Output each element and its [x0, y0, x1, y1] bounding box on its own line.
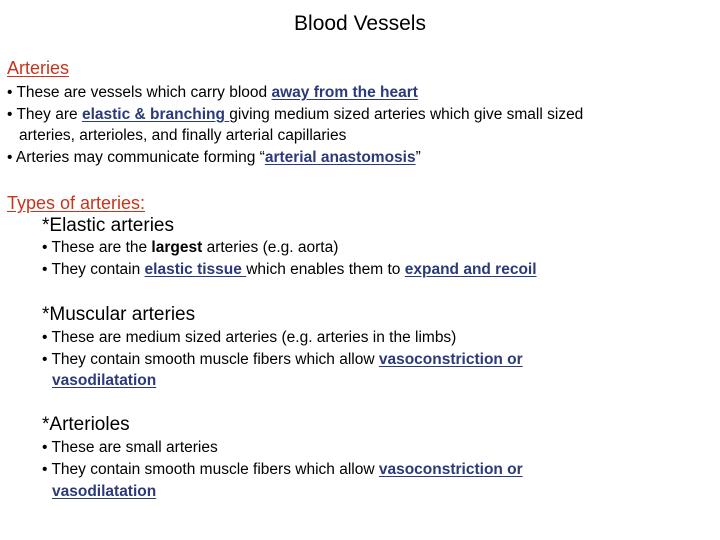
emphasis-largest: largest [151, 239, 203, 256]
bullet-text: They contain [51, 261, 145, 278]
bullet-text: These are small arteries [51, 439, 218, 456]
arteries-bullet-3 [7, 147, 421, 168]
bullet-text: These are medium sized arteries (e.g. arteries in the limbs) [51, 329, 457, 346]
bullet-marker: • [7, 106, 13, 123]
bullet-text: Arteries may communicate forming “ [15, 149, 265, 166]
muscular-bullet-2 [42, 349, 523, 370]
muscular-arteries-title: *Muscular arteries [42, 304, 196, 325]
emphasis-expand-recoil: expand and recoil [404, 261, 537, 278]
emphasis-vasoconstriction: vasoconstriction or [378, 351, 523, 368]
arteries-bullet-2 [7, 104, 583, 125]
elastic-bullet-1 [42, 237, 338, 258]
bullet-marker: • [7, 84, 13, 101]
bullet-text: These are vessels which carry blood [16, 84, 272, 101]
bullet-text: They are [16, 106, 82, 123]
emphasis-vasoconstriction: vasoconstriction or [378, 461, 523, 478]
bullet-text: They contain smooth muscle fibers which allow [51, 461, 379, 478]
emphasis-elastic-branching: elastic & branching [81, 106, 230, 123]
emphasis-arterial-anastomosis: arterial anastomosis [264, 149, 416, 166]
arteries-heading: Arteries [7, 58, 70, 78]
types-heading: Types of arteries: [7, 193, 146, 213]
muscular-bullet-1 [42, 327, 456, 348]
emphasis-vasodilatation: vasodilatation [52, 372, 157, 389]
bullet-marker: • [42, 351, 48, 368]
emphasis-away-from-heart: away from the heart [271, 84, 418, 101]
bullet-marker: • [42, 261, 48, 278]
arterioles-bullet-2 [42, 459, 523, 480]
bullet-text: ” [415, 149, 421, 166]
emphasis-elastic-tissue: elastic tissue [144, 261, 247, 278]
arterioles-bullet-1 [42, 437, 218, 458]
bullet-marker: • [42, 439, 48, 456]
emphasis-vasodilatation: vasodilatation [52, 483, 157, 500]
bullet-marker: • [42, 239, 48, 256]
bullet-text: These are the [51, 239, 152, 256]
bullet-text: which enables them to [246, 261, 405, 278]
bullet-marker: • [42, 329, 48, 346]
slide-title: Blood Vessels [294, 12, 426, 35]
arteries-bullet-2-continuation: arteries, arterioles, and finally arterial capillaries [19, 127, 347, 144]
elastic-arteries-title: *Elastic arteries [42, 215, 174, 236]
elastic-bullet-2 [42, 259, 537, 280]
bullet-marker: • [42, 461, 48, 478]
arterioles-bullet-2-continuation [52, 481, 156, 502]
muscular-bullet-2-continuation [52, 370, 156, 391]
arterioles-title: *Arterioles [42, 414, 130, 435]
bullet-text: arteries (e.g. aorta) [202, 239, 339, 256]
bullet-text: giving medium sized arteries which give small sized [229, 106, 584, 123]
arteries-bullet-1 [7, 82, 418, 103]
bullet-marker: • [7, 149, 13, 166]
bullet-text: They contain smooth muscle fibers which allow [51, 351, 379, 368]
